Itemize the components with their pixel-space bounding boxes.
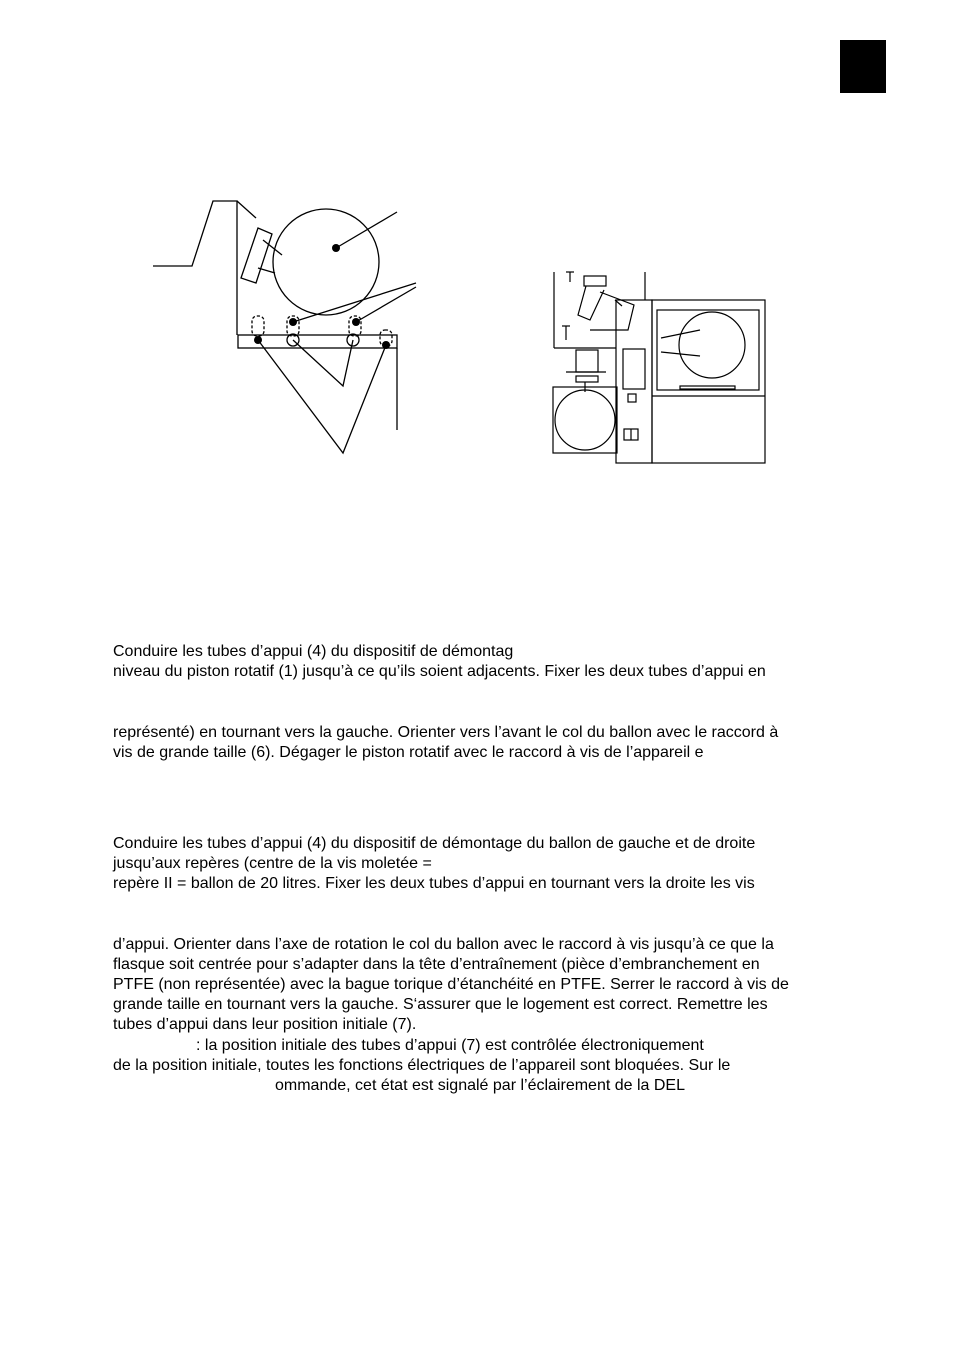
note-line-1: : la position initiale des tubes d’appui (7) est contrôlée électroniquement xyxy=(196,1037,704,1054)
instruction-line-5: Conduire les tubes d’appui (4) du dispositif de démontage du ballon de gauche et de droite xyxy=(113,835,756,852)
instruction-line-11: grande taille en tournant vers la gauche. S‘assurer que le logement est correct. Remettre les xyxy=(113,996,768,1013)
instruction-line-3: représenté) en tournant vers la gauche. Orienter vers l’avant le col du ballon avec le raccord à xyxy=(113,724,779,741)
note-line-3: ommande, cet état est signalé par l’éclairement de la DEL xyxy=(275,1077,685,1094)
instruction-line-7: repère II = ballon de 20 litres. Fixer les deux tubes d’appui en tournant vers la droite les vis xyxy=(113,875,755,892)
instruction-line-8: d’appui. Orienter dans l’axe de rotation le col du ballon avec le raccord à vis jusqu’à ce que la xyxy=(113,936,774,953)
instruction-line-2: niveau du piston rotatif (1) jusqu’à ce qu’ils soient adjacents. Fixer les deux tubes d’appui en xyxy=(113,663,766,680)
rotary-evaporator-overview xyxy=(548,264,770,468)
page-tab-marker xyxy=(840,40,886,93)
instruction-line-12: tubes d’appui dans leur position initiale (7). xyxy=(113,1016,417,1033)
flask-dismount-diagram xyxy=(140,190,430,460)
instruction-line-4: vis de grande taille (6). Dégager le piston rotatif avec le raccord à vis de l’appareil e xyxy=(113,744,704,761)
instruction-line-10: PTFE (non représentée) avec la bague torique d’étanchéité en PTFE. Serrer le raccord à vis de xyxy=(113,976,789,993)
instruction-line-1: Conduire les tubes d’appui (4) du dispositif de démontag xyxy=(113,643,514,660)
instruction-line-9: flasque soit centrée pour s’adapter dans la tête d’entraînement (pièce d’embranchement en xyxy=(113,956,760,973)
instruction-line-6: jusqu’aux repères (centre de la vis moletée = xyxy=(113,855,432,872)
note-line-2: de la position initiale, toutes les fonctions électriques de l’appareil sont bloquées. Sur le xyxy=(113,1057,731,1074)
